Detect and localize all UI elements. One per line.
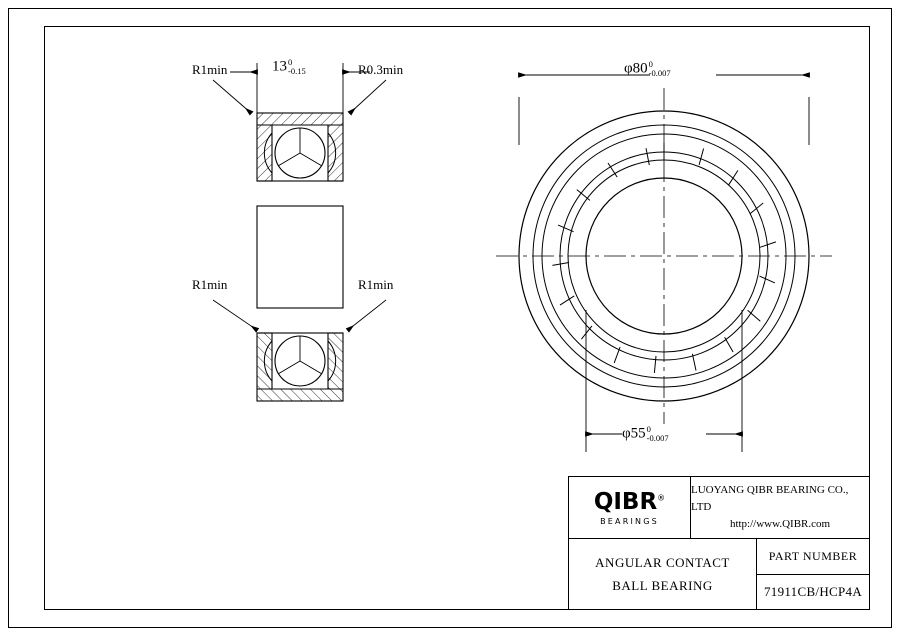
title-block-header: [569, 477, 869, 539]
registered-trademark-icon: ®: [657, 493, 666, 503]
front-view: [496, 75, 832, 452]
label-r03min-top-right: R0.3min: [358, 62, 404, 77]
logo-wordmark: QIBR: [593, 489, 658, 515]
label-r1min-bottom-left: R1min: [192, 277, 228, 292]
label-width-dimension: 13 0 -0.15: [272, 57, 306, 76]
description-line-2: BALL BEARING: [612, 577, 713, 593]
bore-tol-lower: -0.007: [646, 432, 669, 443]
od-tol-lower: -0.007: [648, 67, 671, 78]
label-outer-diameter: φ80 0 -0.007: [624, 59, 671, 78]
width-tol-upper: 0: [288, 57, 293, 67]
title-block: [568, 476, 870, 610]
part-number-cell: [757, 539, 869, 610]
logo-text: [594, 491, 665, 514]
description-line-1: ANGULAR CONTACT: [595, 554, 730, 570]
title-block-body: [569, 539, 869, 610]
logo-subtitle: BEARINGS: [600, 517, 659, 526]
company-name: LUOYANG QIBR BEARING CO., LTD: [691, 483, 849, 513]
section-view: [213, 63, 386, 401]
product-description: [569, 539, 757, 610]
label-bore-diameter: φ55 0 -0.007: [622, 424, 669, 443]
company-url[interactable]: http://www.QIBR.com: [729, 518, 831, 531]
label-r1min-top-left: R1min: [192, 62, 228, 77]
label-r1min-bottom-right: R1min: [358, 277, 394, 292]
bore-tol-upper: 0: [646, 424, 651, 434]
od-tol-upper: 0: [648, 59, 653, 69]
part-number-label: PART NUMBER: [757, 539, 869, 575]
company-logo: [569, 477, 691, 538]
company-info: [691, 477, 869, 538]
width-tol-lower: -0.15: [288, 65, 306, 76]
part-number-value: 71911CB/HCP4A: [763, 584, 863, 600]
